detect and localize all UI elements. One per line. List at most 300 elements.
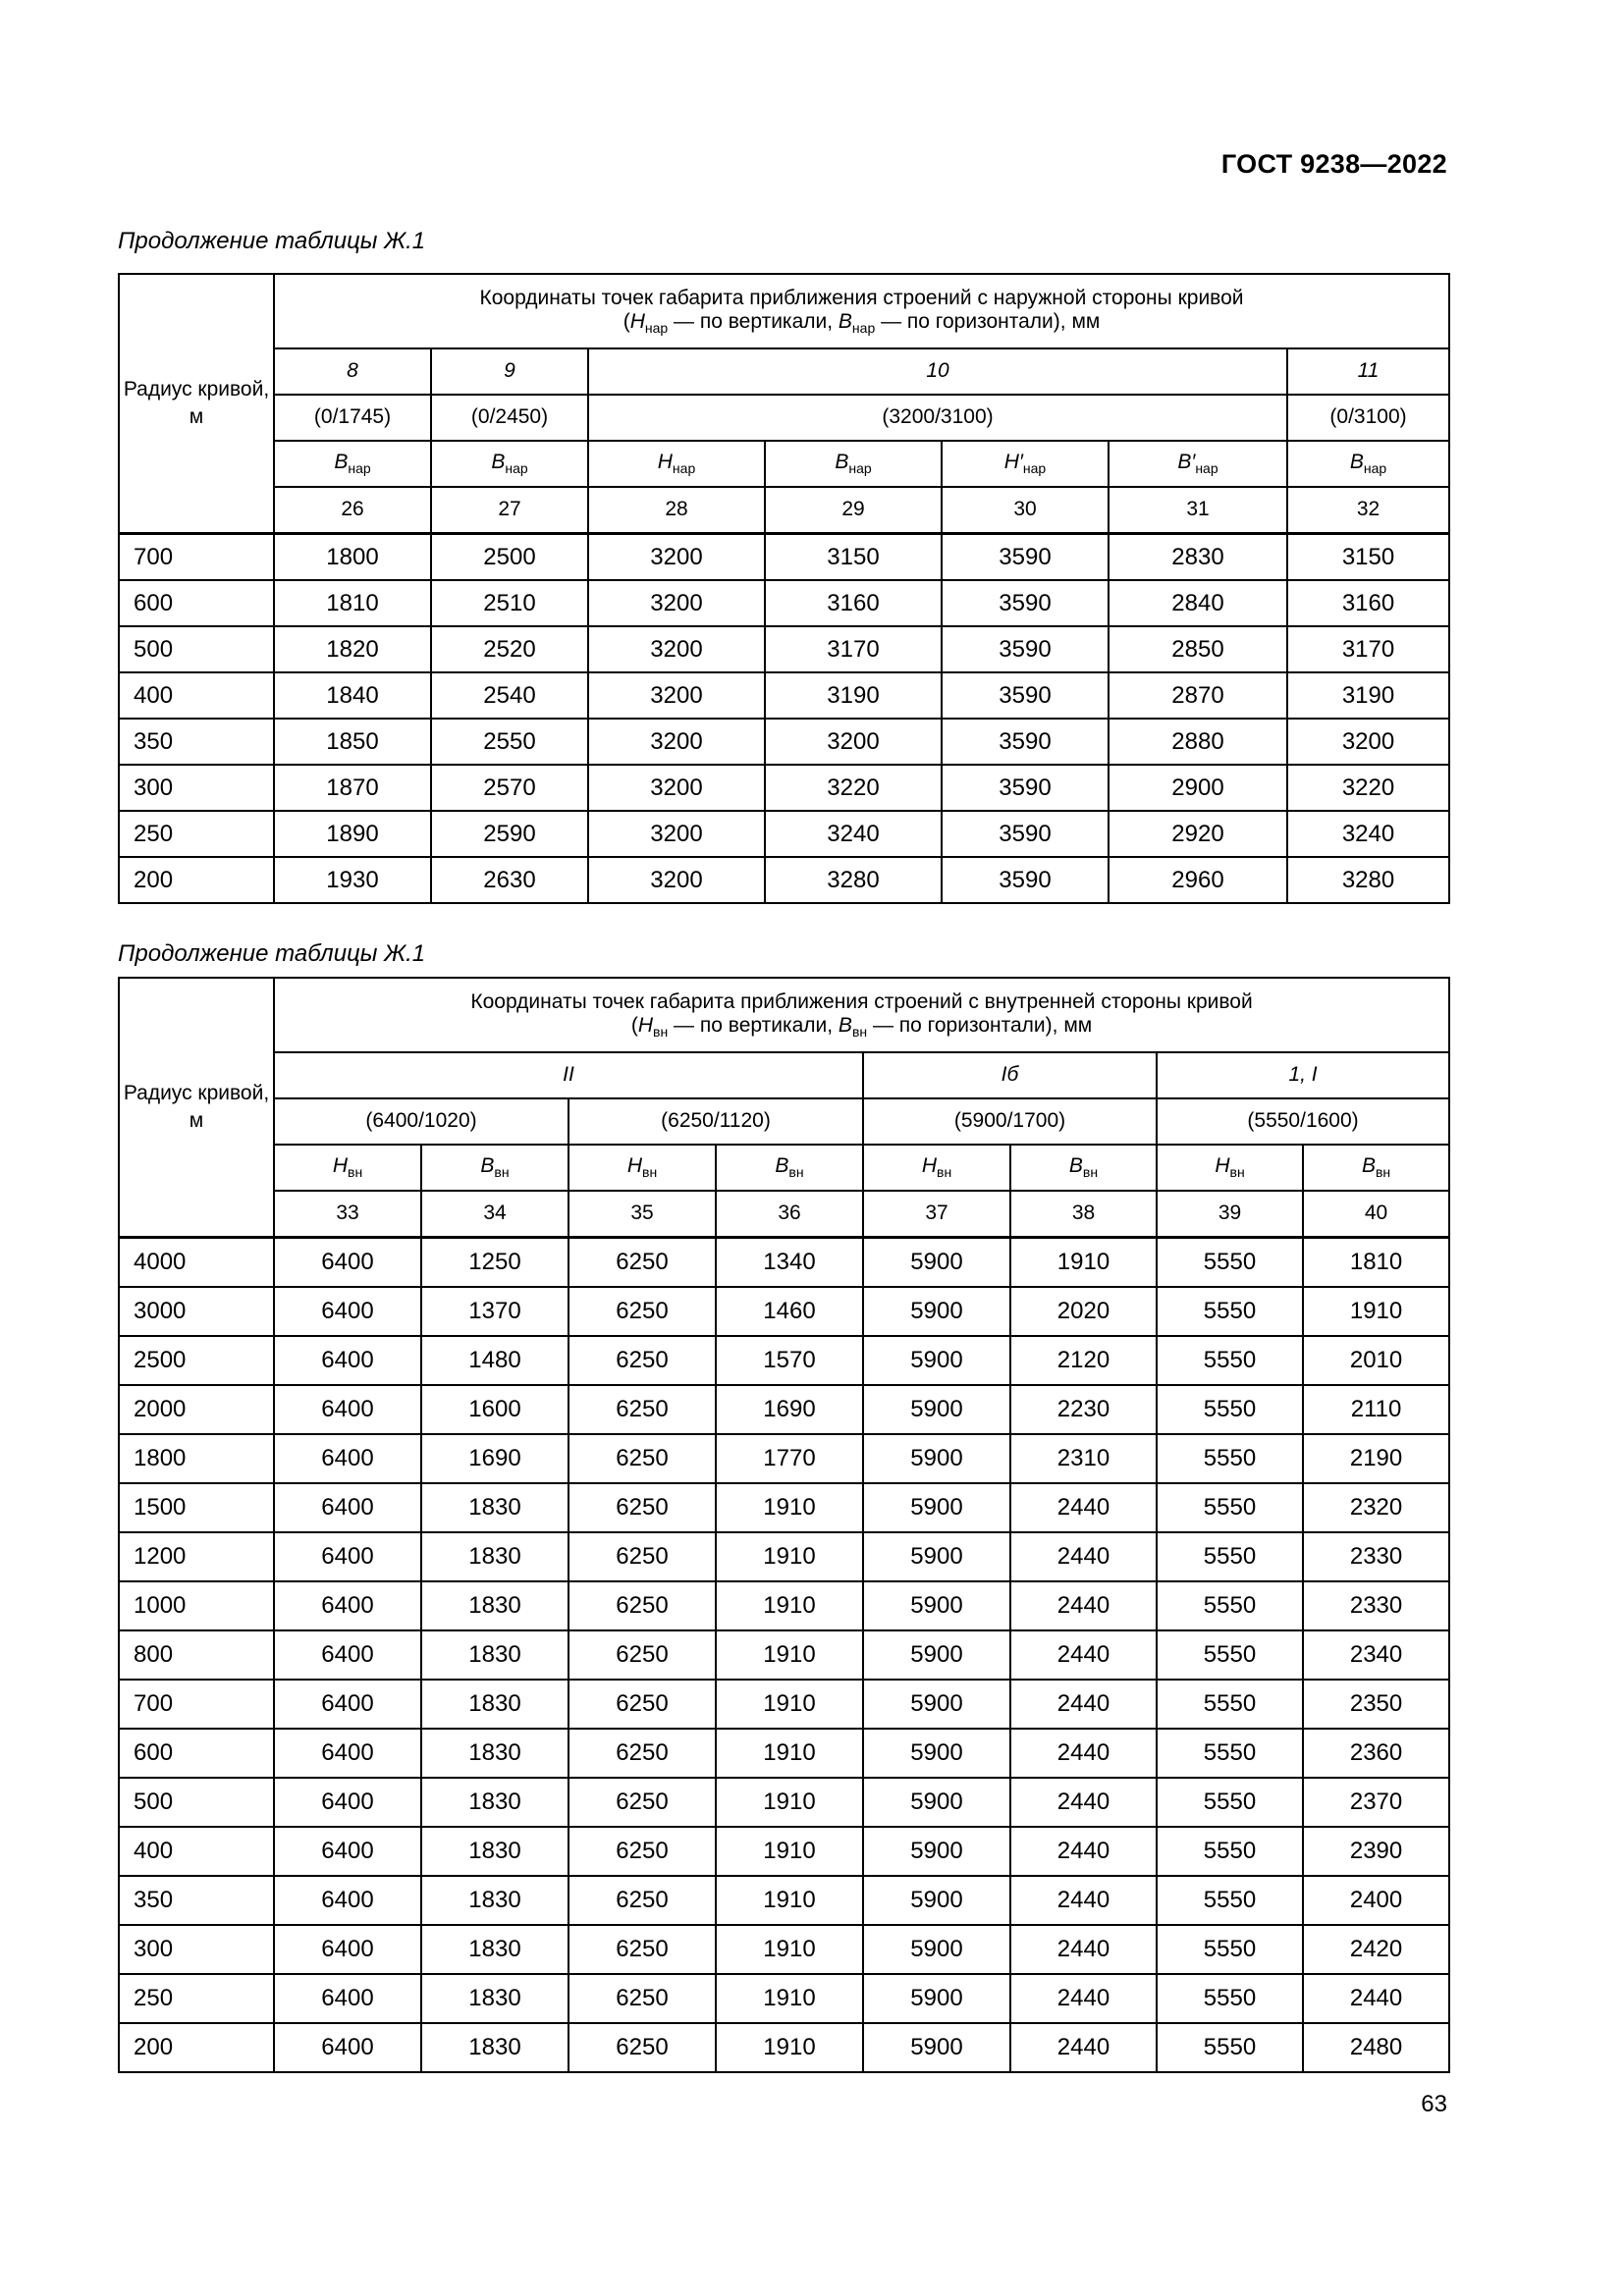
value-cell: 2340	[1303, 1630, 1449, 1680]
table2-column-number: 38	[1010, 1191, 1157, 1238]
table1-outer-clearance	[118, 273, 1450, 904]
value-cell: 2420	[1303, 1925, 1449, 1974]
value-cell: 1480	[421, 1336, 568, 1385]
table2-axis-header: $B_{вн}$	[1010, 1145, 1157, 1191]
value-cell: 5900	[863, 1630, 1010, 1680]
value-cell: 1830	[421, 1827, 568, 1876]
value-cell: 2480	[1303, 2023, 1449, 2072]
value-cell: 2850	[1109, 626, 1287, 672]
value-cell: 1890	[274, 811, 431, 857]
value-cell: 6400	[274, 1385, 421, 1434]
radius-cell: 400	[119, 672, 274, 719]
radius-cell: 350	[119, 1876, 274, 1925]
table-row	[119, 1974, 1449, 2023]
value-cell: 2520	[431, 626, 588, 672]
table1-column-number: 28	[588, 487, 765, 534]
value-cell: 1830	[421, 1680, 568, 1729]
value-cell: 1830	[421, 1778, 568, 1827]
radius-cell: 500	[119, 1778, 274, 1827]
value-cell: 2570	[431, 765, 588, 811]
value-cell: 2230	[1010, 1385, 1157, 1434]
value-cell: 5550	[1157, 1974, 1303, 2023]
value-cell: 5900	[863, 1287, 1010, 1336]
value-cell: 1810	[274, 580, 431, 626]
value-cell: 5550	[1157, 1287, 1303, 1336]
table-row	[119, 1876, 1449, 1925]
table1-column-number: 26	[274, 487, 431, 534]
value-cell: 2440	[1010, 1532, 1157, 1581]
radius-cell: 700	[119, 534, 274, 581]
table-row	[119, 626, 1449, 672]
value-cell: 6400	[274, 1238, 421, 1288]
value-cell: 1910	[716, 1876, 863, 1925]
value-cell: 5900	[863, 1680, 1010, 1729]
value-cell: 2440	[1010, 1680, 1157, 1729]
table-row	[119, 1680, 1449, 1729]
table-row	[119, 1532, 1449, 1581]
table1-column-number: 31	[1109, 487, 1287, 534]
value-cell: 6400	[274, 1778, 421, 1827]
value-cell: 2590	[431, 811, 588, 857]
table-row	[119, 534, 1449, 581]
value-cell: 3590	[942, 672, 1109, 719]
value-cell: 6400	[274, 1680, 421, 1729]
value-cell: 1830	[421, 1581, 568, 1630]
table2-column-number: 39	[1157, 1191, 1303, 1238]
value-cell: 6250	[568, 1287, 716, 1336]
value-cell: 3220	[1287, 765, 1449, 811]
value-cell: 5550	[1157, 1729, 1303, 1778]
value-cell: 3280	[1287, 857, 1449, 903]
value-cell: 1690	[421, 1434, 568, 1483]
value-cell: 1910	[716, 2023, 863, 2072]
table2-radius-header: Радиус кривой, м	[119, 978, 274, 1238]
value-cell: 2920	[1109, 811, 1287, 857]
table1-point-coords: (0/3100)	[1287, 395, 1449, 441]
value-cell: 5900	[863, 2023, 1010, 2072]
table-row	[119, 1434, 1449, 1483]
value-cell: 5900	[863, 1434, 1010, 1483]
value-cell: 3590	[942, 626, 1109, 672]
value-cell: 1830	[421, 1974, 568, 2023]
value-cell: 2500	[431, 534, 588, 581]
table-row	[119, 1778, 1449, 1827]
value-cell: 3200	[1287, 719, 1449, 765]
value-cell: 2120	[1010, 1336, 1157, 1385]
value-cell: 2190	[1303, 1434, 1449, 1483]
value-cell: 3200	[588, 672, 765, 719]
table1-point-coords: (0/2450)	[431, 395, 588, 441]
value-cell: 3240	[1287, 811, 1449, 857]
value-cell: 6250	[568, 2023, 716, 2072]
table2-column-number: 33	[274, 1191, 421, 1238]
value-cell: 2440	[1010, 2023, 1157, 2072]
value-cell: 2510	[431, 580, 588, 626]
value-cell: 5550	[1157, 2023, 1303, 2072]
table2-column-number: 37	[863, 1191, 1010, 1238]
value-cell: 1600	[421, 1385, 568, 1434]
table1-axis-header: $B_{нар}$	[274, 441, 431, 487]
table-row	[119, 1385, 1449, 1434]
value-cell: 2110	[1303, 1385, 1449, 1434]
table-row	[119, 1287, 1449, 1336]
table1-radius-header: Радиус кривой, м	[119, 274, 274, 534]
table-row	[119, 1581, 1449, 1630]
value-cell: 3590	[942, 765, 1109, 811]
value-cell: 2880	[1109, 719, 1287, 765]
value-cell: 1830	[421, 2023, 568, 2072]
table2-title	[274, 978, 1449, 1052]
value-cell: 6400	[274, 1630, 421, 1680]
value-cell: 5550	[1157, 1532, 1303, 1581]
radius-cell: 1200	[119, 1532, 274, 1581]
value-cell: 2310	[1010, 1434, 1157, 1483]
value-cell: 5900	[863, 1827, 1010, 1876]
value-cell: 6400	[274, 1827, 421, 1876]
table1-column-number: 29	[765, 487, 942, 534]
page-number: 63	[1421, 2091, 1447, 2117]
value-cell: 1910	[716, 1925, 863, 1974]
value-cell: 5550	[1157, 1434, 1303, 1483]
value-cell: 1810	[1303, 1238, 1449, 1288]
table2-column-number: 34	[421, 1191, 568, 1238]
value-cell: 2960	[1109, 857, 1287, 903]
value-cell: 1910	[716, 1827, 863, 1876]
value-cell: 5900	[863, 1778, 1010, 1827]
value-cell: 1910	[1010, 1238, 1157, 1288]
value-cell: 1910	[716, 1778, 863, 1827]
value-cell: 1690	[716, 1385, 863, 1434]
value-cell: 6250	[568, 1974, 716, 2023]
table-row	[119, 1336, 1449, 1385]
value-cell: 1840	[274, 672, 431, 719]
radius-cell: 300	[119, 765, 274, 811]
value-cell: 6400	[274, 1581, 421, 1630]
value-cell: 1830	[421, 1630, 568, 1680]
radius-cell: 200	[119, 2023, 274, 2072]
value-cell: 6250	[568, 1729, 716, 1778]
value-cell: 6250	[568, 1483, 716, 1532]
table1-title	[274, 274, 1449, 348]
table1-point-number: 9	[431, 348, 588, 395]
table2-point-number: II	[274, 1052, 863, 1098]
value-cell: 3280	[765, 857, 942, 903]
value-cell: 3190	[1287, 672, 1449, 719]
value-cell: 2840	[1109, 580, 1287, 626]
value-cell: 2440	[1010, 1925, 1157, 1974]
table-row	[119, 672, 1449, 719]
table1-point-number: 8	[274, 348, 431, 395]
table2-title-line2: ($H_{вн}$ — по вертикали, $B_{вн}$ — по горизонтали), мм	[630, 1014, 1093, 1041]
value-cell: 1830	[421, 1729, 568, 1778]
value-cell: 5550	[1157, 1630, 1303, 1680]
table-row	[119, 1925, 1449, 1974]
value-cell: 1910	[716, 1729, 863, 1778]
value-cell: 2550	[431, 719, 588, 765]
table1-column-number: 32	[1287, 487, 1449, 534]
value-cell: 6400	[274, 1729, 421, 1778]
table1-column-number: 30	[942, 487, 1109, 534]
table1-axis-header: $B'_{нар}$	[1109, 441, 1287, 487]
value-cell: 6250	[568, 1385, 716, 1434]
value-cell: 5900	[863, 1581, 1010, 1630]
table-row	[119, 2023, 1449, 2072]
table2-point-number: 1, I	[1157, 1052, 1449, 1098]
value-cell: 3200	[588, 580, 765, 626]
value-cell: 5900	[863, 1483, 1010, 1532]
table2-column-number: 35	[568, 1191, 716, 1238]
value-cell: 5550	[1157, 1581, 1303, 1630]
radius-cell: 350	[119, 719, 274, 765]
value-cell: 3200	[588, 534, 765, 581]
table2-axis-header: $H_{вн}$	[274, 1145, 421, 1191]
value-cell: 2440	[1010, 1827, 1157, 1876]
table-row	[119, 1238, 1449, 1288]
value-cell: 2360	[1303, 1729, 1449, 1778]
value-cell: 6250	[568, 1238, 716, 1288]
table-row	[119, 1827, 1449, 1876]
value-cell: 5550	[1157, 1925, 1303, 1974]
value-cell: 1910	[716, 1483, 863, 1532]
value-cell: 3150	[1287, 534, 1449, 581]
table2-point-coords: (5900/1700)	[863, 1098, 1157, 1145]
value-cell: 3170	[1287, 626, 1449, 672]
value-cell: 6400	[274, 1483, 421, 1532]
radius-cell: 3000	[119, 1287, 274, 1336]
value-cell: 5900	[863, 1974, 1010, 2023]
value-cell: 3200	[588, 719, 765, 765]
value-cell: 6250	[568, 1827, 716, 1876]
value-cell: 1910	[716, 1532, 863, 1581]
value-cell: 2370	[1303, 1778, 1449, 1827]
value-cell: 1910	[716, 1581, 863, 1630]
table2-axis-header: $B_{вн}$	[716, 1145, 863, 1191]
value-cell: 1340	[716, 1238, 863, 1288]
value-cell: 6250	[568, 1532, 716, 1581]
value-cell: 6400	[274, 1532, 421, 1581]
table1-point-coords: (3200/3100)	[588, 395, 1287, 441]
table2-column-number: 36	[716, 1191, 863, 1238]
value-cell: 1800	[274, 534, 431, 581]
value-cell: 3170	[765, 626, 942, 672]
table2-axis-header: $H_{вн}$	[568, 1145, 716, 1191]
value-cell: 6400	[274, 1287, 421, 1336]
radius-cell: 600	[119, 1729, 274, 1778]
radius-cell: 250	[119, 1974, 274, 2023]
table-row	[119, 719, 1449, 765]
value-cell: 3240	[765, 811, 942, 857]
value-cell: 6250	[568, 1925, 716, 1974]
value-cell: 6250	[568, 1336, 716, 1385]
value-cell: 5900	[863, 1336, 1010, 1385]
table-row	[119, 857, 1449, 903]
value-cell: 3590	[942, 857, 1109, 903]
value-cell: 1460	[716, 1287, 863, 1336]
value-cell: 2440	[1010, 1630, 1157, 1680]
table1-caption: Продолжение таблицы Ж.1	[118, 228, 426, 254]
value-cell: 6400	[274, 2023, 421, 2072]
value-cell: 5550	[1157, 1778, 1303, 1827]
value-cell: 6250	[568, 1581, 716, 1630]
table2-axis-header: $H_{вн}$	[1157, 1145, 1303, 1191]
value-cell: 2330	[1303, 1532, 1449, 1581]
radius-cell: 4000	[119, 1238, 274, 1288]
value-cell: 2540	[431, 672, 588, 719]
value-cell: 5550	[1157, 1827, 1303, 1876]
table1-point-number: 10	[588, 348, 1287, 395]
value-cell: 2830	[1109, 534, 1287, 581]
table-row	[119, 765, 1449, 811]
value-cell: 2630	[431, 857, 588, 903]
table2-title-line1: Координаты точек габарита приближения строений с внутренней стороны кривой	[470, 989, 1253, 1013]
table1-axis-header: $H_{нар}$	[588, 441, 765, 487]
radius-cell: 300	[119, 1925, 274, 1974]
table2-axis-header: $H_{вн}$	[863, 1145, 1010, 1191]
value-cell: 5550	[1157, 1336, 1303, 1385]
table2-column-number: 40	[1303, 1191, 1449, 1238]
value-cell: 6250	[568, 1630, 716, 1680]
value-cell: 6400	[274, 1974, 421, 2023]
radius-cell: 250	[119, 811, 274, 857]
value-cell: 5900	[863, 1876, 1010, 1925]
value-cell: 3200	[588, 626, 765, 672]
value-cell: 2440	[1010, 1876, 1157, 1925]
radius-cell: 1800	[119, 1434, 274, 1483]
value-cell: 3200	[588, 765, 765, 811]
value-cell: 6400	[274, 1434, 421, 1483]
value-cell: 3200	[765, 719, 942, 765]
value-cell: 5550	[1157, 1385, 1303, 1434]
value-cell: 3160	[765, 580, 942, 626]
table1-axis-header: $B_{нар}$	[431, 441, 588, 487]
value-cell: 1250	[421, 1238, 568, 1288]
value-cell: 3160	[1287, 580, 1449, 626]
value-cell: 2870	[1109, 672, 1287, 719]
value-cell: 5550	[1157, 1680, 1303, 1729]
value-cell: 6250	[568, 1876, 716, 1925]
value-cell: 5900	[863, 1238, 1010, 1288]
radius-cell: 1500	[119, 1483, 274, 1532]
value-cell: 1910	[716, 1974, 863, 2023]
value-cell: 2440	[1303, 1974, 1449, 2023]
value-cell: 3590	[942, 719, 1109, 765]
value-cell: 5900	[863, 1532, 1010, 1581]
radius-cell: 700	[119, 1680, 274, 1729]
value-cell: 6250	[568, 1680, 716, 1729]
value-cell: 3190	[765, 672, 942, 719]
table2-caption: Продолжение таблицы Ж.1	[118, 940, 426, 967]
radius-cell: 200	[119, 857, 274, 903]
value-cell: 2440	[1010, 1729, 1157, 1778]
value-cell: 5900	[863, 1385, 1010, 1434]
table1-title-line1: Координаты точек габарита приближения строений с наружной стороны кривой	[479, 286, 1244, 309]
value-cell: 2010	[1303, 1336, 1449, 1385]
table1-axis-header: $H'_{нар}$	[942, 441, 1109, 487]
value-cell: 2350	[1303, 1680, 1449, 1729]
value-cell: 6250	[568, 1434, 716, 1483]
value-cell: 5900	[863, 1925, 1010, 1974]
table2-point-coords: (5550/1600)	[1157, 1098, 1449, 1145]
table2-point-coords: (6400/1020)	[274, 1098, 568, 1145]
value-cell: 3150	[765, 534, 942, 581]
value-cell: 6400	[274, 1336, 421, 1385]
table2-axis-header: $B_{вн}$	[1303, 1145, 1449, 1191]
radius-cell: 600	[119, 580, 274, 626]
table-row	[119, 1483, 1449, 1532]
radius-cell: 800	[119, 1630, 274, 1680]
value-cell: 2390	[1303, 1827, 1449, 1876]
radius-cell: 1000	[119, 1581, 274, 1630]
value-cell: 1770	[716, 1434, 863, 1483]
value-cell: 1830	[421, 1876, 568, 1925]
value-cell: 1910	[716, 1680, 863, 1729]
table-row	[119, 1630, 1449, 1680]
value-cell: 2400	[1303, 1876, 1449, 1925]
value-cell: 3200	[588, 857, 765, 903]
value-cell: 3200	[588, 811, 765, 857]
table-row	[119, 1729, 1449, 1778]
value-cell: 2440	[1010, 1778, 1157, 1827]
table1-column-number: 27	[431, 487, 588, 534]
value-cell: 3590	[942, 811, 1109, 857]
radius-cell: 400	[119, 1827, 274, 1876]
value-cell: 2330	[1303, 1581, 1449, 1630]
value-cell: 1910	[1303, 1287, 1449, 1336]
value-cell: 5900	[863, 1729, 1010, 1778]
value-cell: 2320	[1303, 1483, 1449, 1532]
table2-axis-header: $B_{вн}$	[421, 1145, 568, 1191]
table1-axis-header: $B_{нар}$	[1287, 441, 1449, 487]
value-cell: 1870	[274, 765, 431, 811]
value-cell: 1830	[421, 1483, 568, 1532]
table2-point-number: Iб	[863, 1052, 1157, 1098]
table1-axis-header: $B_{нар}$	[765, 441, 942, 487]
value-cell: 2020	[1010, 1287, 1157, 1336]
value-cell: 3220	[765, 765, 942, 811]
value-cell: 6250	[568, 1778, 716, 1827]
value-cell: 1570	[716, 1336, 863, 1385]
radius-cell: 2500	[119, 1336, 274, 1385]
value-cell: 2440	[1010, 1974, 1157, 2023]
value-cell: 3590	[942, 580, 1109, 626]
value-cell: 5550	[1157, 1876, 1303, 1925]
table2-inner-clearance	[118, 977, 1450, 2073]
table-row	[119, 811, 1449, 857]
table1-point-number: 11	[1287, 348, 1449, 395]
value-cell: 2900	[1109, 765, 1287, 811]
value-cell: 6400	[274, 1876, 421, 1925]
value-cell: 1910	[716, 1630, 863, 1680]
value-cell: 1830	[421, 1532, 568, 1581]
value-cell: 3590	[942, 534, 1109, 581]
value-cell: 2440	[1010, 1581, 1157, 1630]
value-cell: 1930	[274, 857, 431, 903]
value-cell: 1820	[274, 626, 431, 672]
value-cell: 6400	[274, 1925, 421, 1974]
document-code: ГОСТ 9238—2022	[1220, 149, 1447, 179]
radius-cell: 2000	[119, 1385, 274, 1434]
table1-title-line2: ($H_{нар}$ — по вертикали, $B_{нар}$ — по горизонтали), мм	[623, 310, 1101, 337]
radius-cell: 500	[119, 626, 274, 672]
table1-point-coords: (0/1745)	[274, 395, 431, 441]
table2-point-coords: (6250/1120)	[568, 1098, 863, 1145]
value-cell: 5550	[1157, 1238, 1303, 1288]
value-cell: 1850	[274, 719, 431, 765]
value-cell: 1370	[421, 1287, 568, 1336]
value-cell: 1830	[421, 1925, 568, 1974]
value-cell: 2440	[1010, 1483, 1157, 1532]
value-cell: 5550	[1157, 1483, 1303, 1532]
